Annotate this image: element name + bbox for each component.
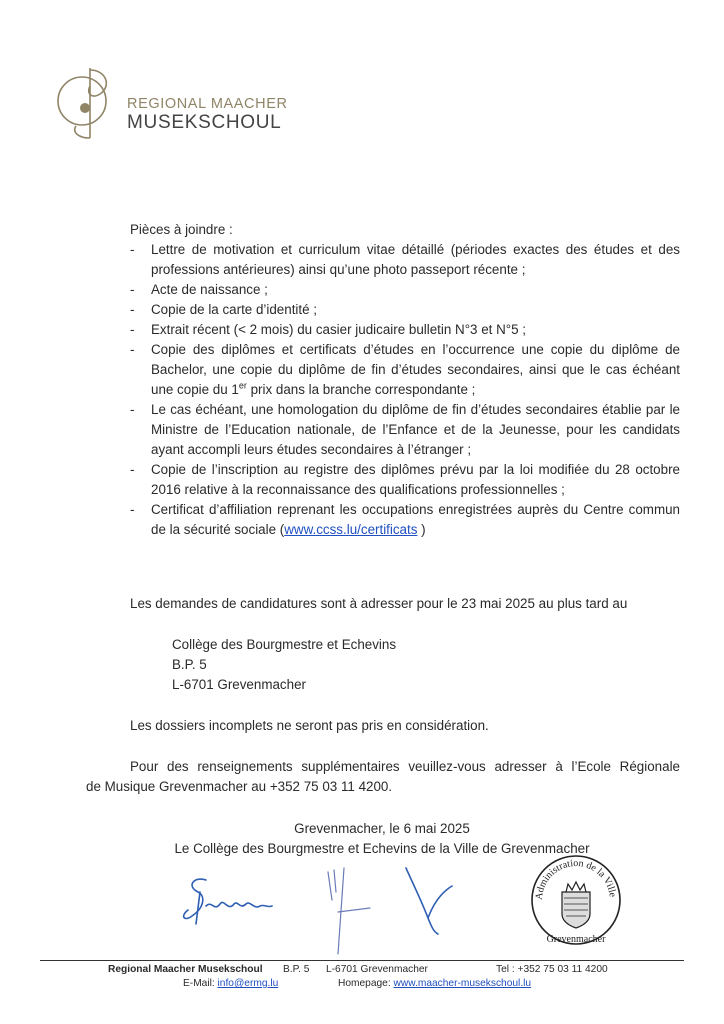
info-line: de Musique Grevenmacher au +352 75 03 11 4200. <box>86 779 393 794</box>
footer-homepage-label: Homepage: <box>338 978 394 989</box>
list-item: - Copie de la carte d’identité ; <box>130 300 680 320</box>
deadline-paragraph: Les demandes de candidatures sont à adresser pour le 23 mai 2025 au plus tard au <box>130 596 628 611</box>
logo-text-musekschoul: MUSEKSCHOUL <box>127 112 282 133</box>
date-line: Grevenmacher, le 6 mai 2025 <box>294 821 470 836</box>
footer-phone: Tel : +352 75 03 11 4200 <box>496 964 608 975</box>
official-seal-stamp <box>530 848 622 948</box>
list-item: - Acte de naissance ; <box>130 280 680 300</box>
footer-locality: L-6701 Grevenmacher <box>326 964 428 975</box>
address-line: L-6701 Grevenmacher <box>172 677 306 692</box>
attachments-title: Pièces à joindre : <box>130 222 233 237</box>
footer-homepage-group <box>338 977 531 991</box>
svg-text:Administration de la Ville de: Administration de la Ville <box>533 857 618 901</box>
attachments-list <box>130 240 680 540</box>
list-item <box>130 340 680 400</box>
list-item: - Lettre de motivation et curriculum vitae détaillé (périodes exactes des études et des professions antérieures) ainsi qu’une photo passeport récente ; <box>130 240 680 280</box>
footer-email-link[interactable]: info@ermg.lu <box>217 978 279 989</box>
list-item: - Copie de l’inscription au registre des diplômes prévu par la loi modifiée du 28 octobre 2016 relative à la reconnaissance des qualifications professionnelles ; <box>130 460 680 500</box>
footer-school-name: Regional Maacher Musekschoul <box>108 964 263 975</box>
incomplete-notice: Les dossiers incomplets ne seront pas pris en considération. <box>130 718 489 733</box>
info-line: Pour des renseignements supplémentaires veuillez-vous adresser à l’Ecole Régionale <box>130 759 680 774</box>
logo-text-regional: REGIONAL MAACHER <box>127 96 288 112</box>
address-line: B.P. 5 <box>172 657 207 672</box>
footer-email-label: E-Mail: <box>183 978 218 989</box>
superscript-er: er <box>238 380 247 391</box>
ccss-certificates-link[interactable]: www.ccss.lu/certificats <box>284 522 418 537</box>
signature-2 <box>318 862 378 957</box>
info-paragraph <box>86 757 680 797</box>
list-item: - Le cas échéant, une homologation du diplôme de fin d’études secondaires établie par le Ministre de l’Education nationale, de l’Enfance et de la Jeunesse, pour les candidats ayant accompli leurs études secondaires à l’étranger ; <box>130 400 680 460</box>
list-item <box>130 500 680 540</box>
signature-1 <box>176 872 286 932</box>
address-block <box>172 635 396 695</box>
footer-po-box: B.P. 5 <box>283 964 310 975</box>
list-item-text: prix dans la branche correspondante ; <box>246 382 476 397</box>
footer-homepage-link[interactable]: www.maacher-musekschoul.lu <box>393 978 532 989</box>
address-line: Collège des Bourgmestre et Echevins <box>172 637 397 652</box>
signature-3 <box>398 862 458 937</box>
list-item-text: ) <box>417 522 426 537</box>
footer-email-group <box>183 977 278 991</box>
footer-divider <box>40 960 684 961</box>
list-item: - Extrait récent (< 2 mois) du casier judicaire bulletin N°3 et N°5 ; <box>130 320 680 340</box>
svg-text:Grevenmacher: Grevenmacher <box>546 934 606 945</box>
list-item-text: Certificat d’affiliation reprenant les occupations enregistrées auprès du Centre commun de la sécurité sociale ( <box>151 502 680 537</box>
logo-mark-icon <box>56 64 118 140</box>
signatory-line: Le Collège des Bourgmestre et Echevins de la Ville de Grevenmacher <box>174 841 590 856</box>
list-item-text: Copie des diplômes et certificats d’études en l’occurrence une copie du diplôme de Bachelor, une copie du diplôme de fin d’études secondaires, ainsi que le cas échéant une copie du 1 <box>151 342 680 397</box>
